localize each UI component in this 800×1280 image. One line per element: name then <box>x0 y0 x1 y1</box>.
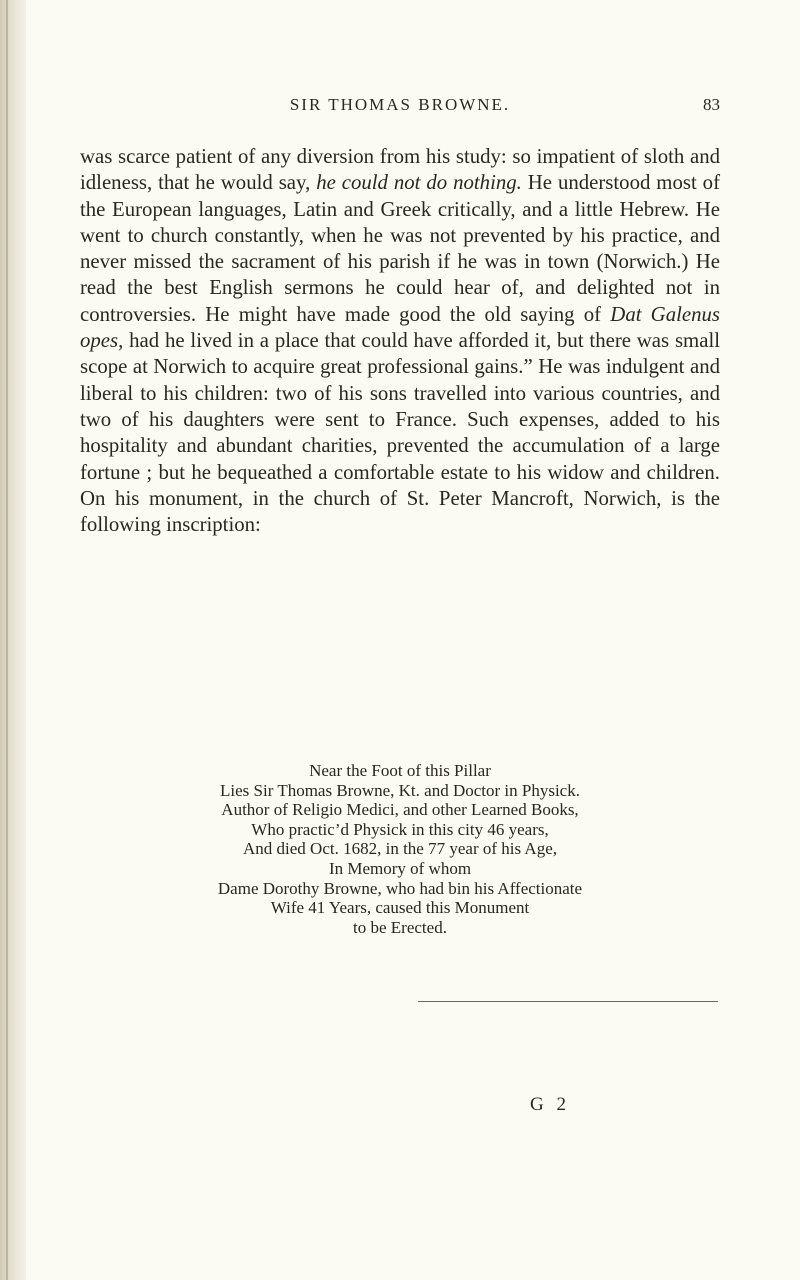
italic-quote-2: Dat Galenus opes <box>80 302 721 353</box>
italic-quote-1: he could not do nothing. <box>316 171 522 195</box>
page-number: 83 <box>703 95 720 114</box>
inscription-line: Who practic’d Physick in this city 46 years, <box>251 819 549 839</box>
inscription-line: Near the Foot of this Pillar <box>309 761 491 780</box>
signature-mark: G 2 <box>530 1094 570 1115</box>
inscription-line: In Memory of whom <box>328 858 472 878</box>
inscription-line: Wife 41 Years, caused this Monument <box>270 898 530 918</box>
binding-line <box>6 0 8 1280</box>
body-text <box>80 144 720 538</box>
inscription-line: And died Oct. 1682, in the 77 year of his Age, <box>243 839 557 859</box>
running-head <box>80 95 720 119</box>
paragraph-segment-3: , had he lived in a place that could have afforded it, but there was small scope at Norwich to acquire great professional gains.” He was indulgent and liberal to his children: two of his sons travelled into various countries, and two of his daughters were sent to France. Such expenses, added to his hospitality and abundant charities, prevented the accumulation of a large fortune ; but he bequeathed a comfortable estate to his widow and children. On his monument, in the church of St. Peter Mancroft, Norwich, is the following inscription: <box>80 329 720 537</box>
monument-inscription <box>80 761 720 937</box>
running-head-title: SIR THOMAS BROWNE. <box>289 95 511 114</box>
inscription-line: Dame Dorothy Browne, who had bin his Affectionate <box>217 878 583 898</box>
section-divider-rule <box>418 1001 718 1002</box>
inscription-line: Author of Religio Medici, and other Learned Books, <box>221 800 579 820</box>
book-binding-edge <box>0 0 26 1280</box>
main-paragraph <box>80 144 720 538</box>
paragraph-segment-2: He understood most of the European languages, Latin and Greek critically, and a little Hebrew. He went to church constantly, when he was not prevented by his practice, and never missed the sacrament of his parish if he was in town (Norwich.) He read the best English sermons he could hear of, and delighted not in controversies. He might have made good the old saying of <box>80 171 720 326</box>
paragraph-segment-1: was scarce patient of any diversion from his study: so impatient of sloth and idleness, that he would say, <box>80 145 720 195</box>
inscription-line: Lies Sir Thomas Browne, Kt. and Doctor in Physick. <box>220 780 580 800</box>
inscription-line: to be Erected. <box>353 917 447 937</box>
